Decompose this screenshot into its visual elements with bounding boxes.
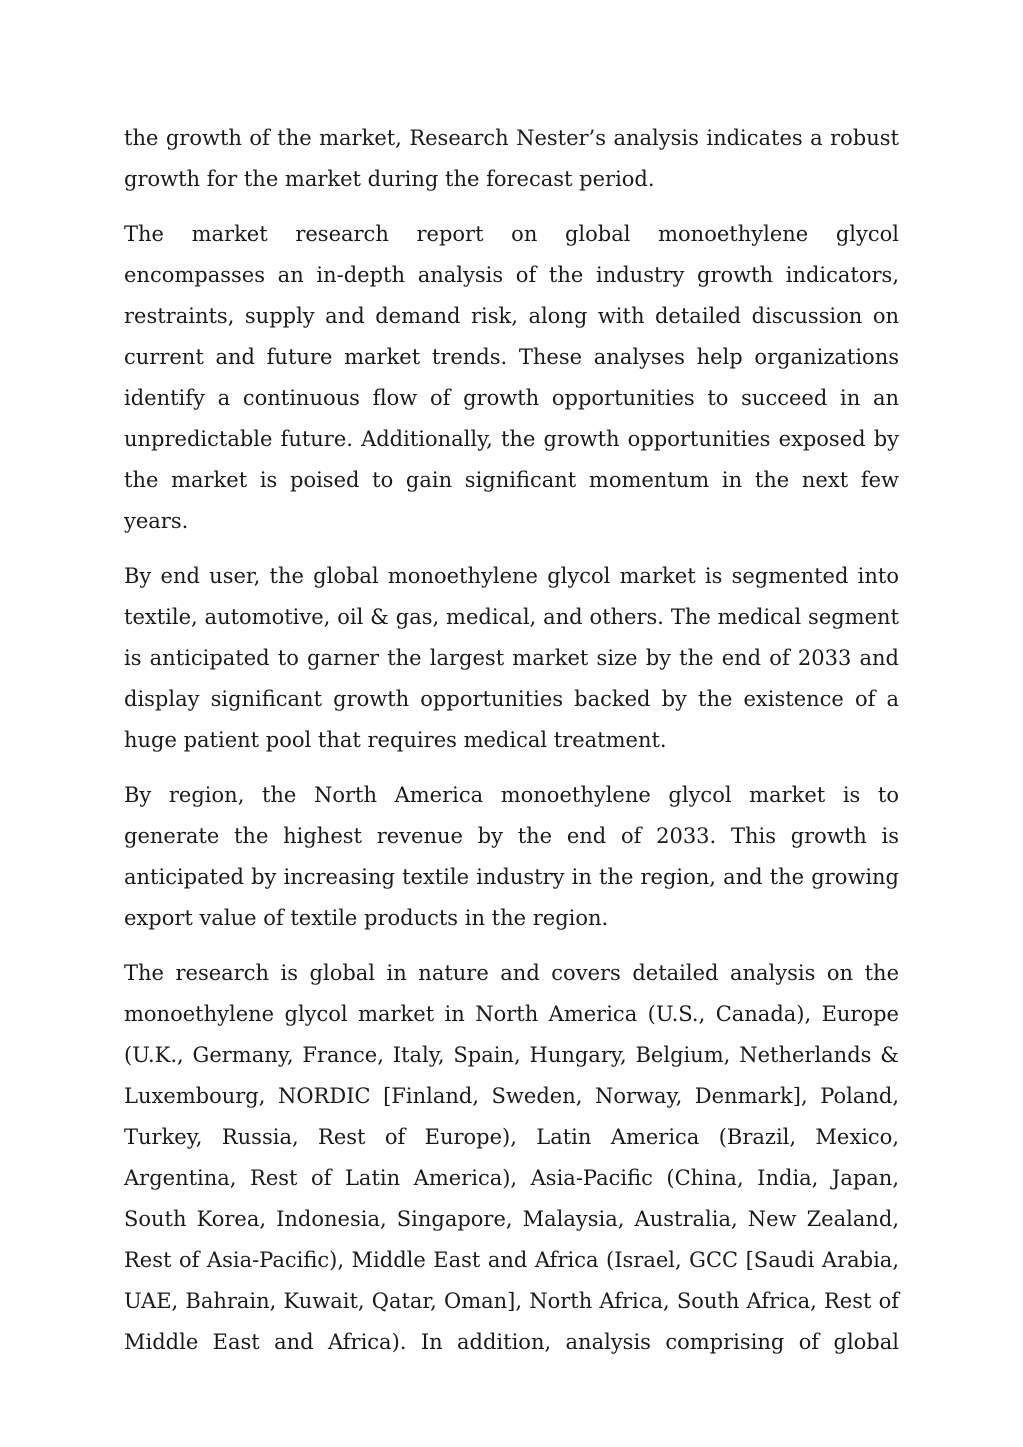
paragraph-end-user-segment: By end user, the global monoethylene glycol market is segmented into textile, automotive, oil & gas, medical, and others. The medical segment is anticipated to garner the largest market size by the end of 2033 and display significant growth opportunities backed by the existence of a huge patient pool that requires medical treatment. [124,564,899,752]
paragraph-region-segment: By region, the North America monoethylene glycol market is to generate the highest revenue by the end of 2033. This growth is anticipated by increasing textile industry in the region, and the growing export value of textile products in the region. [124,783,899,930]
document-page [124,118,899,1377]
paragraph-research-scope: The research is global in nature and covers detailed analysis on the monoethylene glycol market in North America (U.S., Canada), Europe (U.K., Germany, France, Italy, Spain, Hungary, Belgium, Netherlands & Luxembourg, NORDIC [Finland, Sweden, Norway, Denmark], Poland, Turkey, Russia, Rest of Europe), Latin America (Brazil, Mexico, Argentina, Rest of Latin America), Asia-Pacific (China, India, Japan, South Korea, Indonesia, Singapore, Malaysia, Australia, New Zealand, Rest of Asia-Pacific), Middle East and Africa (Israel, GCC [Saudi Arabia, UAE, Bahrain, Kuwait, Qatar, Oman], North Africa, South Africa, Rest of Middle East and Africa). In addition, analysis comprising of global [124,961,899,1354]
paragraph-report-overview: The market research report on global monoethylene glycol encompasses an in-depth analysis of the industry growth indicators, restraints, supply and demand risk, along with detailed discussion on current and future market trends. These analyses help organizations identify a continuous flow of growth opportunities to succeed in an unpredictable future. Additionally, the growth opportunities exposed by the market is poised to gain significant momentum in the next few years. [124,222,899,533]
paragraph-intro-continuation: the growth of the market, Research Nester’s analysis indicates a robust growth for the market during the forecast period. [124,126,899,191]
